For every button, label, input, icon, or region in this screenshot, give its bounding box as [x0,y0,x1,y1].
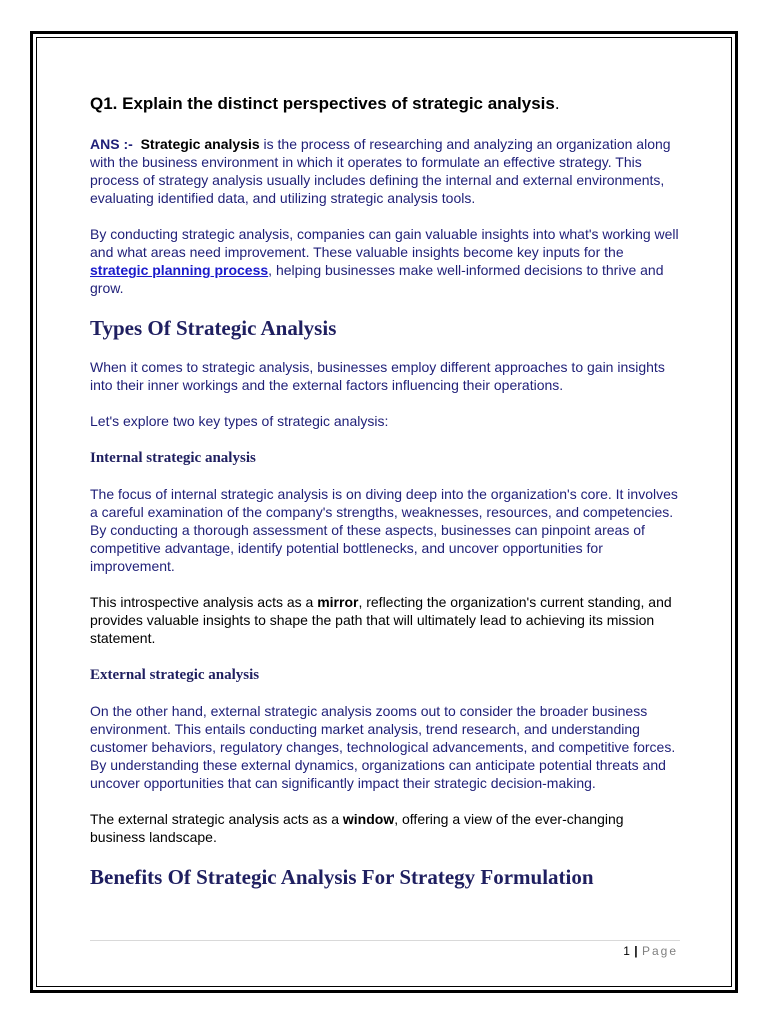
internal-para2-before: This introspective analysis acts as a [90,594,318,610]
strategic-planning-process-link[interactable]: strategic planning process [90,262,269,278]
answer-paragraph-1 [90,135,680,207]
window-term: window [342,811,395,827]
internal-para2-after: , reflecting the organization's current standing, and provides valuable insights to shape the path that will ultimately lead to achieving its mission statement. [90,594,672,646]
footer-separator: | [634,944,639,958]
answer-para1-text: is the process of researching and analyzing an organization along with the business environment in which it operates to formulate an effective strategy. This process of strategy analysis usually includes defining the internal and external environments, evaluating identified data, and utilizing strategic analysis tools. [90,136,671,206]
question-title-period: . [554,94,560,113]
internal-heading: Internal strategic analysis [90,450,256,466]
external-paragraph-1: On the other hand, external strategic analysis zooms out to consider the broader business environment. This entails conducting market analysis, trend research, and understanding customer behaviors, regulatory changes, technological advancements, and competitive forces. By understanding these external dynamics, organizations can anticipate potential threats and uncover opportunities that can significantly impact their strategic decision-making. [90,703,676,791]
answer-term: Strategic analysis [140,136,260,152]
document-body [90,92,680,907]
external-para2-after: , offering a view of the ever-changing business landscape. [90,811,624,845]
benefits-heading: Benefits Of Strategic Analysis For Strategy Formulation [90,865,594,889]
footer-divider [90,940,680,941]
internal-paragraph-1: The focus of internal strategic analysis is on diving deep into the organization's core. It involves a careful examination of the company's strengths, weaknesses, resources, and competencies. By conducting a thorough assessment of these aspects, businesses can pinpoint areas of competitive advantage, identify potential bottlenecks, and uncover opportunities for improvement. [90,486,678,574]
internal-paragraph-2 [90,593,680,647]
types-heading: Types Of Strategic Analysis [90,316,337,340]
answer-paragraph-2 [90,225,680,297]
external-para2-before: The external strategic analysis acts as a [90,811,343,827]
external-heading: External strategic analysis [90,667,260,683]
types-explore: Let's explore two key types of strategic analysis: [90,413,389,429]
page-label: Page [641,944,678,958]
page-number: 1 [623,944,631,958]
question-title-text: Q1. Explain the distinct perspectives of strategic analysis [90,94,555,113]
answer-prefix: ANS :- [90,136,133,152]
answer-para2-after: , helping businesses make well-informed decisions to thrive and grow. [90,262,664,296]
answer-para2-before: By conducting strategic analysis, companies can gain valuable insights into what's working well and what areas need improvement. These valuable insights become key inputs for the [90,226,679,260]
types-intro: When it comes to strategic analysis, businesses employ different approaches to gain insights into their inner workings and the external factors influencing their operations. [90,359,665,393]
mirror-term: mirror [317,594,359,610]
question-title [90,92,680,116]
page-footer [623,944,678,958]
external-paragraph-2 [90,810,680,846]
